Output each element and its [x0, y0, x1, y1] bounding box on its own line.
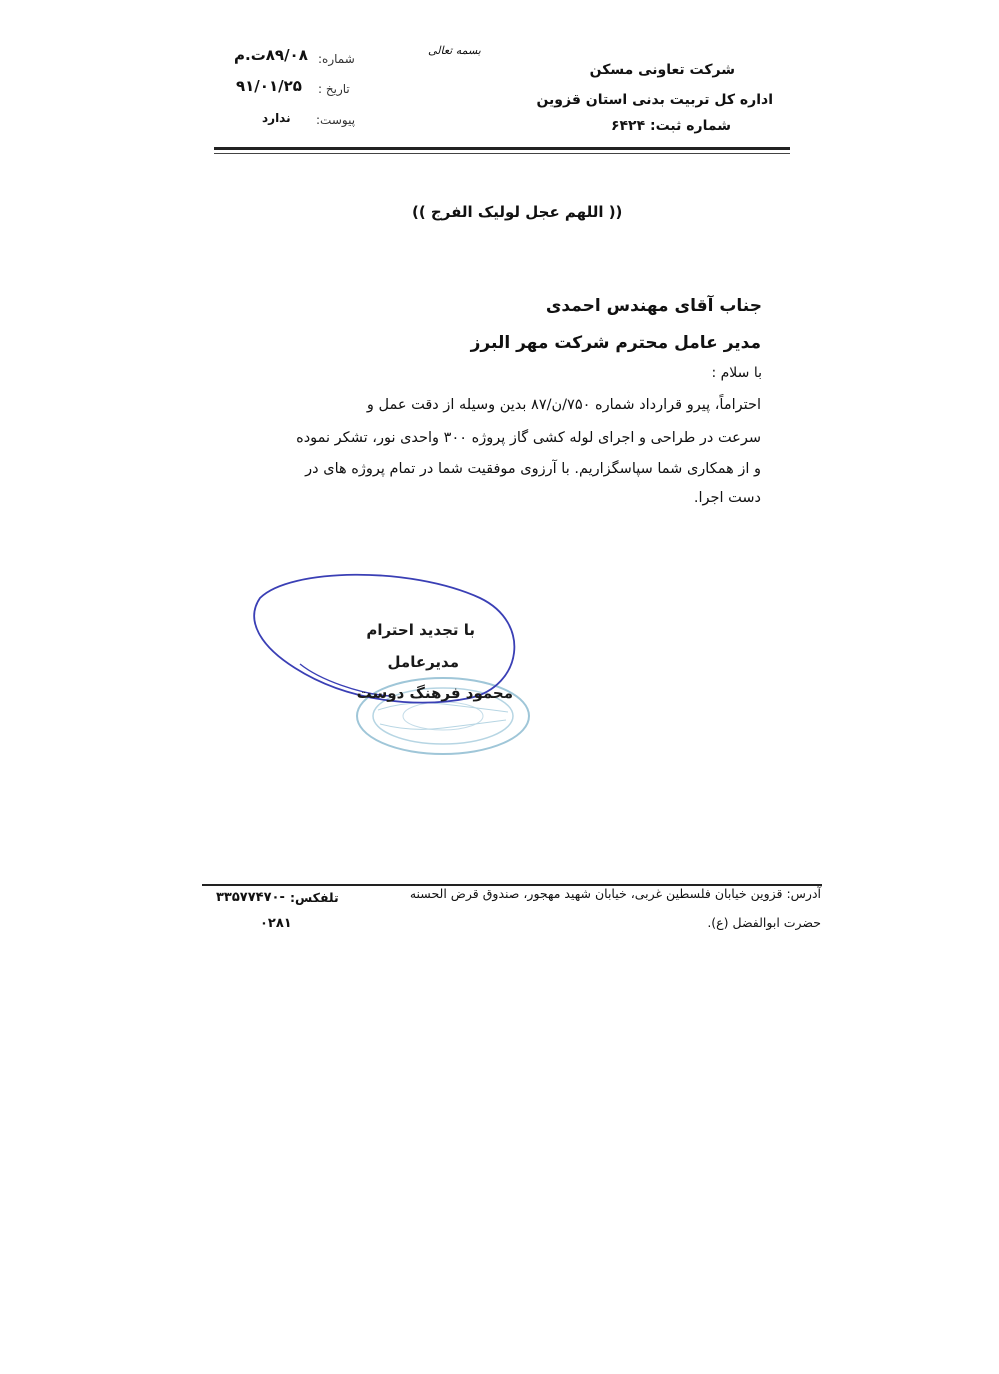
body-line: دست اجرا.	[693, 490, 761, 506]
number-value: ۸۹/۰۸ت.م	[234, 46, 308, 64]
attachment-label: پیوست:	[316, 113, 356, 127]
body-line: سرعت در طراحی و اجرای لوله کشی گاز پروژه ۳۰۰ واحدی نور، تشکر نموده	[296, 430, 761, 446]
body-line: و از همکاری شما سپاسگزاریم. با آرزوی موفقیت شما در تمام پروژه های در	[305, 461, 761, 477]
addressee-name: جناب آقای مهندس احمدی	[545, 296, 762, 316]
fax-label: تلفکس:	[290, 890, 339, 905]
header-rule-thin	[214, 153, 790, 154]
registration-number: شماره ثبت: ۶۴۲۴	[610, 118, 731, 134]
org-name: شرکت تعاونی مسکن	[589, 62, 735, 78]
attachment-value: ندارد	[262, 111, 291, 125]
footer-address-cont: حضرت ابوالفضل (ع).	[707, 915, 821, 930]
header-rule	[214, 147, 790, 150]
signer-title: مدیرعامل	[387, 653, 459, 671]
basmala: بسمه تعالی	[428, 44, 481, 57]
greeting: با سلام :	[711, 365, 762, 381]
closing-line: با تجدید احترام	[366, 621, 475, 639]
date-label: تاریخ :	[318, 82, 350, 96]
addressee-title: مدیر عامل محترم شرکت مهر البرز	[470, 333, 761, 353]
fax-number: ۳۳۵۷۷۴۷۰-	[216, 890, 285, 905]
body-line: احتراماً، پیرو قرارداد شماره ۷۵۰/ن/۸۷ بدین وسیله از دقت عمل و	[366, 397, 761, 413]
date-value: ۹۱/۰۱/۲۵	[236, 77, 302, 95]
fax-area-code: ۰۲۸۱	[260, 916, 292, 931]
number-label: شماره:	[318, 52, 355, 66]
signer-name: محمود فرهنگ دوست	[356, 684, 513, 702]
footer-address: آدرس: قزوین خیابان فلسطین غربی، خیابان شهید مهجور، صندوق قرض الحسنه	[409, 886, 821, 901]
motto: (( اللهم عجل لولیک الفرج ))	[412, 203, 623, 221]
org-dept: اداره کل تربیت بدنی استان قزوین	[536, 92, 773, 108]
